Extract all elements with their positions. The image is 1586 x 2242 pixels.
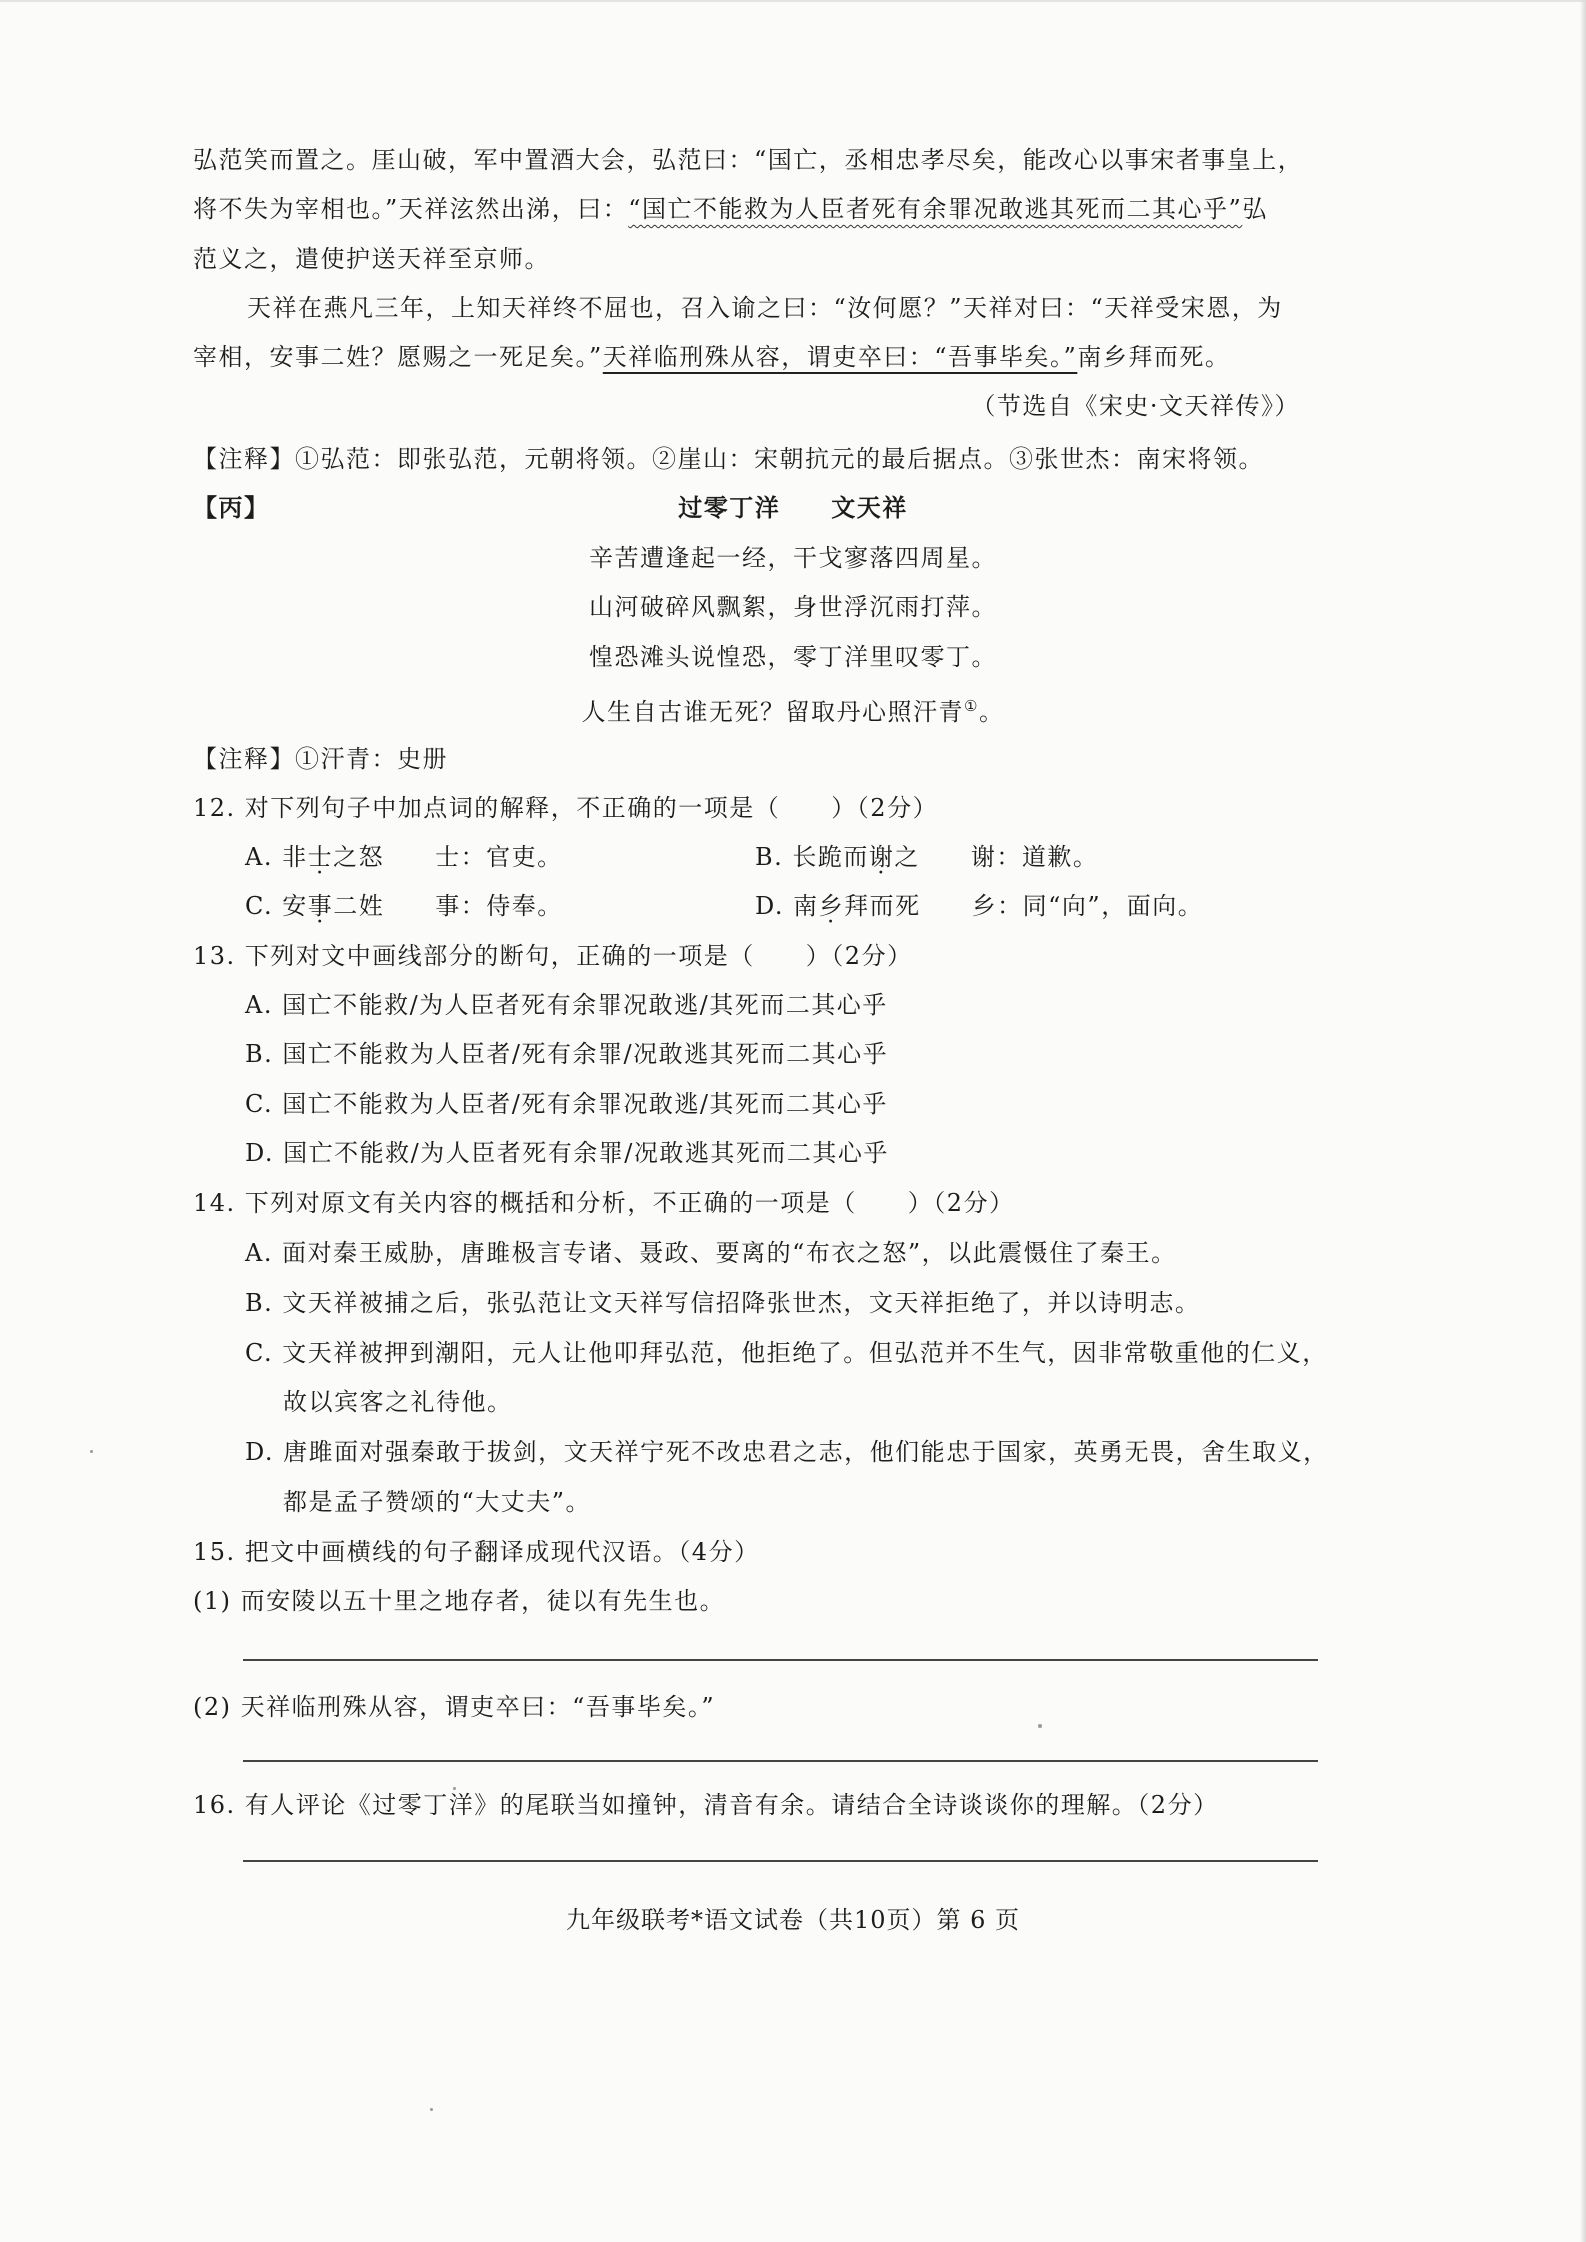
scan-top-edge	[0, 0, 1586, 2]
q12-option-a	[245, 840, 563, 874]
q12-a-dotted-word: 士	[307, 843, 334, 871]
q14-option-c-line-1: C. 文天祥被押到潮阳，元人让他叩拜弘范，他拒绝了。但弘范并不生气，因非常敬重他的仁义，	[245, 1339, 1328, 1367]
poem-line-4	[0, 689, 1586, 729]
q15-stem: 15. 把文中画横线的句子翻译成现代汉语。（4分）	[193, 1538, 760, 1566]
passage-line-1: 弘范笑而置之。厓山破，军中置酒大会，弘范曰：“国亡，丞相忠孝尽矣，能改心以事宋者事皇上，	[193, 146, 1304, 174]
passage-source: （节选自《宋史·文天祥传》）	[971, 392, 1300, 420]
q12-a-pre: A. 非	[245, 843, 308, 871]
poem-line-4-text: 人生自古谁无死？留取丹心照汗青	[581, 698, 965, 726]
scan-speck	[453, 1787, 456, 1790]
q12-c-post: 二姓 事：侍奉。	[333, 892, 563, 920]
q14-option-d-line-1: D. 唐雎面对强秦敢于拔剑，文天祥宁死不改忠君之志，他们能忠于国家，英勇无畏，舍生取义，	[245, 1438, 1329, 1466]
scan-speck	[430, 2108, 433, 2111]
q12-option-b	[755, 840, 1098, 874]
q12-stem: 12. 对下列句子中加点词的解释，不正确的一项是（ ）（2分）	[193, 794, 939, 822]
passage-line-2-a: 将不失为宰相也。”天祥泫然出涕，曰：	[193, 195, 629, 223]
q12-option-d	[755, 889, 1203, 923]
q13-option-c: C. 国亡不能救为人臣者/死有余罪况敢逃/其死而二其心乎	[245, 1090, 888, 1118]
q16-stem: 16. 有人评论《过零丁洋》的尾联当如撞钟，清音有余。请结合全诗谈谈你的理解。（2分）	[193, 1791, 1219, 1819]
scan-speck	[1038, 1724, 1042, 1728]
poem-line-4-end: 。	[978, 698, 1005, 726]
q12-b-dotted-word: 谢	[868, 843, 895, 871]
q14-option-d-line-2: 都是孟子赞颂的“大丈夫”。	[283, 1488, 592, 1516]
q12-d-post: 拜而死 乡：同“向”，面向。	[844, 892, 1204, 920]
poem-line-2: 山河破碎风飘絮，身世浮沉雨打萍。	[589, 593, 997, 621]
poem-section-label: 【丙】	[193, 493, 270, 522]
poem-line-1: 辛苦遭逢起一经，干戈寥落四周星。	[589, 544, 997, 572]
footnote-marker: ①	[964, 697, 979, 715]
passage-note: 【注释】①弘范：即张弘范，元朝将领。②崖山：宋朝抗元的最后据点。③张世杰：南宋将领。	[193, 445, 1264, 473]
q13-stem: 13. 下列对文中画线部分的断句，正确的一项是（ ）（2分）	[193, 942, 913, 970]
q12-b-post: 之 谢：道歉。	[894, 843, 1099, 871]
q15-sentence-2: (2) 天祥临刑殊从容，谓吏卒曰：“吾事毕矣。”	[193, 1693, 716, 1721]
q12-d-dotted-word: 乡	[818, 892, 845, 920]
q15-sentence-1: (1) 而安陵以五十里之地存者，徒以有先生也。	[193, 1587, 726, 1615]
q13-option-d: D. 国亡不能救/为人臣者死有余罪/况敢逃其死而二其心乎	[245, 1139, 889, 1167]
q12-c-pre: C. 安	[245, 892, 308, 920]
q12-c-dotted-word: 事	[307, 892, 334, 920]
q16-answer-line[interactable]	[243, 1860, 1318, 1862]
underlined-sentence: 天祥临刑殊从容，谓吏卒曰：“吾事毕矣。”	[602, 343, 1078, 371]
q12-a-post: 之怒 士：官吏。	[333, 843, 563, 871]
poem-title: 过零丁洋 文天祥	[678, 493, 908, 522]
passage-line-3: 范义之，遣使护送天祥至京师。	[193, 245, 550, 273]
passage-line-2-c: 弘	[1242, 195, 1268, 223]
passage-line-2	[193, 192, 1268, 226]
passage-line-4: 天祥在燕凡三年，上知天祥终不屈也，召入谕之曰：“汝何愿？”天祥对曰：“天祥受宋恩，为	[247, 294, 1283, 322]
poem-note: 【注释】①汗青：史册	[193, 745, 448, 773]
q12-d-pre: D. 南	[755, 892, 819, 920]
passage-line-5-a: 宰相，安事二姓？愿赐之一死足矣。”	[193, 343, 603, 371]
passage-line-5-c: 南乡拜而死。	[1077, 343, 1231, 371]
q14-option-a: A. 面对秦王威胁，唐雎极言专诸、聂政、要离的“布衣之怒”，以此震慑住了秦王。	[245, 1239, 1177, 1267]
q13-option-b: B. 国亡不能救为人臣者/死有余罪/况敢逃其死而二其心乎	[245, 1040, 889, 1068]
wavy-underlined-sentence: “国亡不能救为人臣者死有余罪况敢逃其死而二其心乎”	[628, 195, 1243, 223]
scan-speck	[90, 1450, 93, 1453]
q12-option-c	[245, 889, 563, 923]
q14-stem: 14. 下列对原文有关内容的概括和分析，不正确的一项是（ ）（2分）	[193, 1189, 1015, 1217]
q14-option-c-line-2: 故以宾客之礼待他。	[283, 1388, 513, 1416]
q15-1-answer-line[interactable]	[243, 1659, 1318, 1661]
page-footer: 九年级联考*语文试卷（共10页）第 6 页	[565, 1906, 1021, 1934]
q13-option-a: A. 国亡不能救/为人臣者死有余罪况敢逃/其死而二其心乎	[245, 991, 888, 1019]
poem-line-3: 惶恐滩头说惶恐，零丁洋里叹零丁。	[589, 643, 997, 671]
q15-2-answer-line[interactable]	[243, 1760, 1318, 1762]
q12-b-pre: B. 长跪而	[755, 843, 869, 871]
q14-option-b: B. 文天祥被捕之后，张弘范让文天祥写信招降张世杰，文天祥拒绝了，并以诗明志。	[245, 1289, 1201, 1317]
passage-line-5	[193, 340, 1230, 374]
